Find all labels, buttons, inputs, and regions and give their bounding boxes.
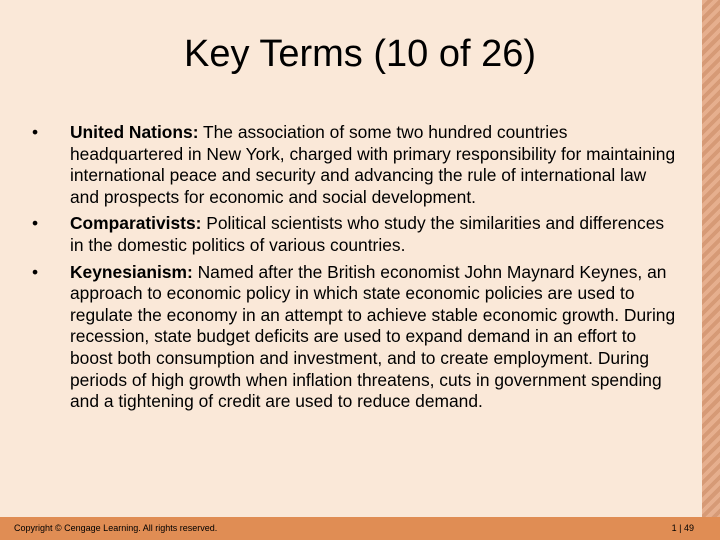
- page-number: 1 | 49: [671, 523, 694, 533]
- key-terms-list: [28, 122, 680, 418]
- bullet-icon: •: [31, 261, 39, 282]
- list-item: [28, 213, 680, 256]
- bullet-icon: •: [31, 122, 39, 142]
- copyright-notice: Copyright © Cengage Learning. All rights reserved.: [14, 523, 218, 533]
- term-label: Keynesianism:: [70, 261, 193, 282]
- list-item: [28, 122, 680, 208]
- term-definition: Political scientists who study the similarities and differences in the domestic politics of various countries.: [70, 213, 665, 255]
- term-definition: The association of some two hundred countries headquartered in New York, charged with primary responsibility for maintaining international peace and security and advancing the rule of international law and prospects for economic and social development.: [70, 122, 676, 207]
- list-item: [28, 262, 680, 413]
- bullet-icon: •: [31, 213, 39, 234]
- slide-title: Key Terms (10 of 26): [183, 33, 536, 75]
- term-label: United Nations:: [70, 122, 199, 142]
- term-label: Comparativists:: [70, 213, 202, 234]
- decorative-side-border: [702, 0, 720, 540]
- term-definition: Named after the British economist John Maynard Keynes, an approach to economic policy in which state economic policies are used to regulate the economy in an attempt to achieve stable economic growth. During recession, state budget deficits are used to expand demand in an effort to boost both consumption and investment, and to create employment. During periods of high growth when inflation threatens, cuts in government spending and a tightening of credit are used to reduce demand.: [70, 261, 676, 412]
